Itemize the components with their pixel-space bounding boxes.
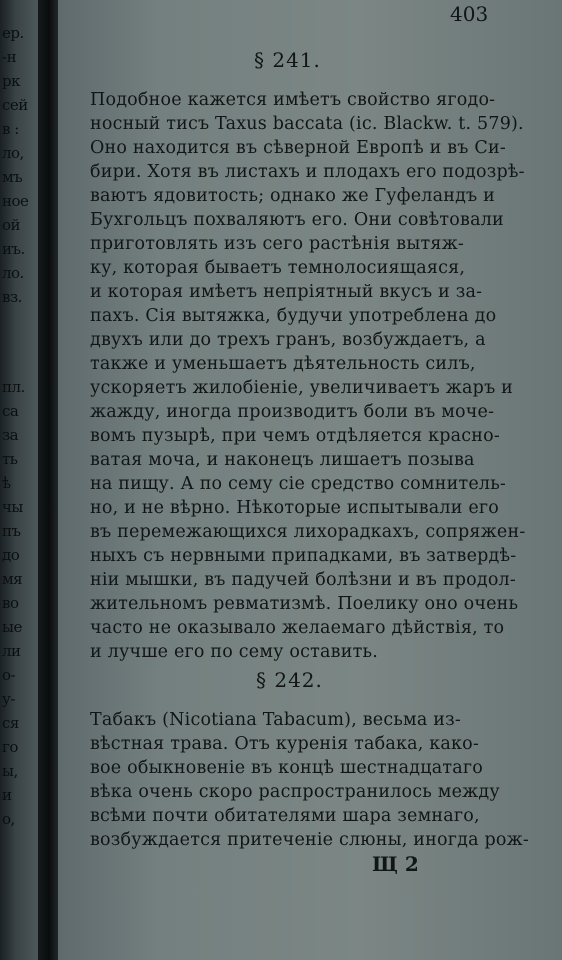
- text-line: жительномъ ревматизмѣ. Поелику оно очень: [90, 594, 519, 614]
- text-line: возбуждается притеченіе слюны, иногда рож-: [90, 830, 530, 850]
- margin-fragment: и: [2, 786, 12, 804]
- book-gutter: [38, 0, 60, 960]
- text-line: также и уменьшаетъ дѣятельность силъ,: [90, 354, 476, 374]
- text-line: но, и не вѣрно. Нѣкоторые испытывали его: [90, 498, 499, 518]
- margin-fragment: иъ.: [2, 240, 25, 258]
- text-line: вѣка очень скоро распространилось между: [90, 782, 500, 802]
- margin-fragment: вз.: [2, 288, 22, 306]
- text-line: въ перемежающихся лихорадкахъ, сопряжен-: [90, 522, 526, 542]
- margin-fragment: ер.: [2, 24, 24, 42]
- margin-fragment: мъ: [2, 168, 23, 186]
- margin-fragment: са: [2, 402, 19, 420]
- text-line: всѣми почти обитателями шара земнаго,: [90, 806, 480, 826]
- text-line: двухъ или до трехъ гранъ, возбуждаетъ, а: [90, 330, 486, 350]
- margin-fragment: ые: [2, 618, 22, 636]
- text-line: на пищу. А по сему сіе средство сомнитель-: [90, 474, 507, 494]
- text-line: часто не оказывало желаемаго дѣйствія, то: [90, 618, 505, 638]
- text-line: ку, которая бываетъ темнолосиящаяся,: [90, 258, 466, 278]
- text-line: вѣстная трава. Отъ куренія табака, како-: [90, 734, 480, 754]
- margin-fragment: ой: [2, 216, 21, 234]
- margin-fragment: ло.: [2, 264, 24, 282]
- page-number: 403: [450, 2, 489, 26]
- margin-fragment: о-: [2, 666, 16, 684]
- margin-fragment: ное: [2, 192, 29, 210]
- margin-fragment: ло,: [2, 144, 24, 162]
- text-line: ватая моча, и наконецъ лишаетъ позыва: [90, 450, 475, 470]
- text-line: Оно находится въ сѣверной Европѣ и въ Си-: [90, 138, 506, 158]
- margin-fragment: до: [2, 546, 20, 564]
- margin-fragment: пл.: [2, 378, 25, 396]
- text-line: Подобное кажется имѣетъ свойство ягодо-: [90, 90, 496, 110]
- text-line: ваютъ ядовитость; однако же Гуфеландъ и: [90, 186, 496, 206]
- text-line: и лучше его по сему оставить.: [90, 642, 378, 662]
- text-line: и которая имѣетъ непріятный вкусъ и за-: [90, 282, 483, 302]
- section-heading: § 241.: [254, 48, 321, 72]
- text-line: ныхъ съ нервными припадками, въ затвердѣ-: [90, 546, 517, 566]
- margin-fragment: -н: [2, 48, 17, 66]
- text-line: ніи мышки, въ падучей болѣзни и въ продол-: [90, 570, 516, 590]
- margin-fragment: го: [2, 738, 18, 756]
- margin-fragment: о,: [2, 810, 15, 828]
- text-line: вомъ пузырѣ, при чемъ отдѣляется красно-: [90, 426, 500, 446]
- text-line: приготовлять изъ сего растѣнія вытяж-: [90, 234, 465, 254]
- margin-fragment: рк: [2, 72, 20, 90]
- text-line: жажду, иногда производитъ боли въ моче-: [90, 402, 495, 422]
- section-heading: § 242.: [256, 668, 323, 692]
- text-line: вое обыкновеніе въ концѣ шестнадцатаго: [90, 758, 483, 778]
- signature-mark: Щ 2: [372, 852, 419, 876]
- text-line: Табакъ (Nicotiana Tabacum), весьма из-: [90, 710, 461, 730]
- text-line: Бухгольцъ похваляютъ его. Они совѣтовали: [90, 210, 504, 230]
- margin-fragment: ть: [2, 450, 18, 468]
- margin-fragment: во: [2, 594, 19, 612]
- margin-fragment: в :: [2, 120, 19, 138]
- margin-fragment: ы,: [2, 762, 18, 780]
- text-line: ускоряетъ жилобіеніе, увеличиваетъ жаръ и: [90, 378, 514, 398]
- margin-fragment: за: [2, 426, 19, 444]
- margin-fragment: ѣ: [2, 474, 11, 492]
- facing-page-edge: [0, 0, 40, 960]
- margin-fragment: мя: [2, 570, 23, 588]
- margin-fragment: ли: [2, 642, 21, 660]
- margin-fragment: у-: [2, 690, 15, 708]
- margin-fragment: ся: [2, 714, 19, 732]
- text-line: бири. Хотя въ листахъ и плодахъ его подозрѣ-: [90, 162, 525, 182]
- text-line: пахъ. Сія вытяжка, будучи употреблена до: [90, 306, 497, 326]
- margin-fragment: чы: [2, 498, 23, 516]
- margin-fragment: сей: [2, 96, 28, 114]
- text-line: носный тисъ Taxus baccata (ic. Blackw. t. 579).: [90, 114, 524, 134]
- margin-fragment: пъ: [2, 522, 21, 540]
